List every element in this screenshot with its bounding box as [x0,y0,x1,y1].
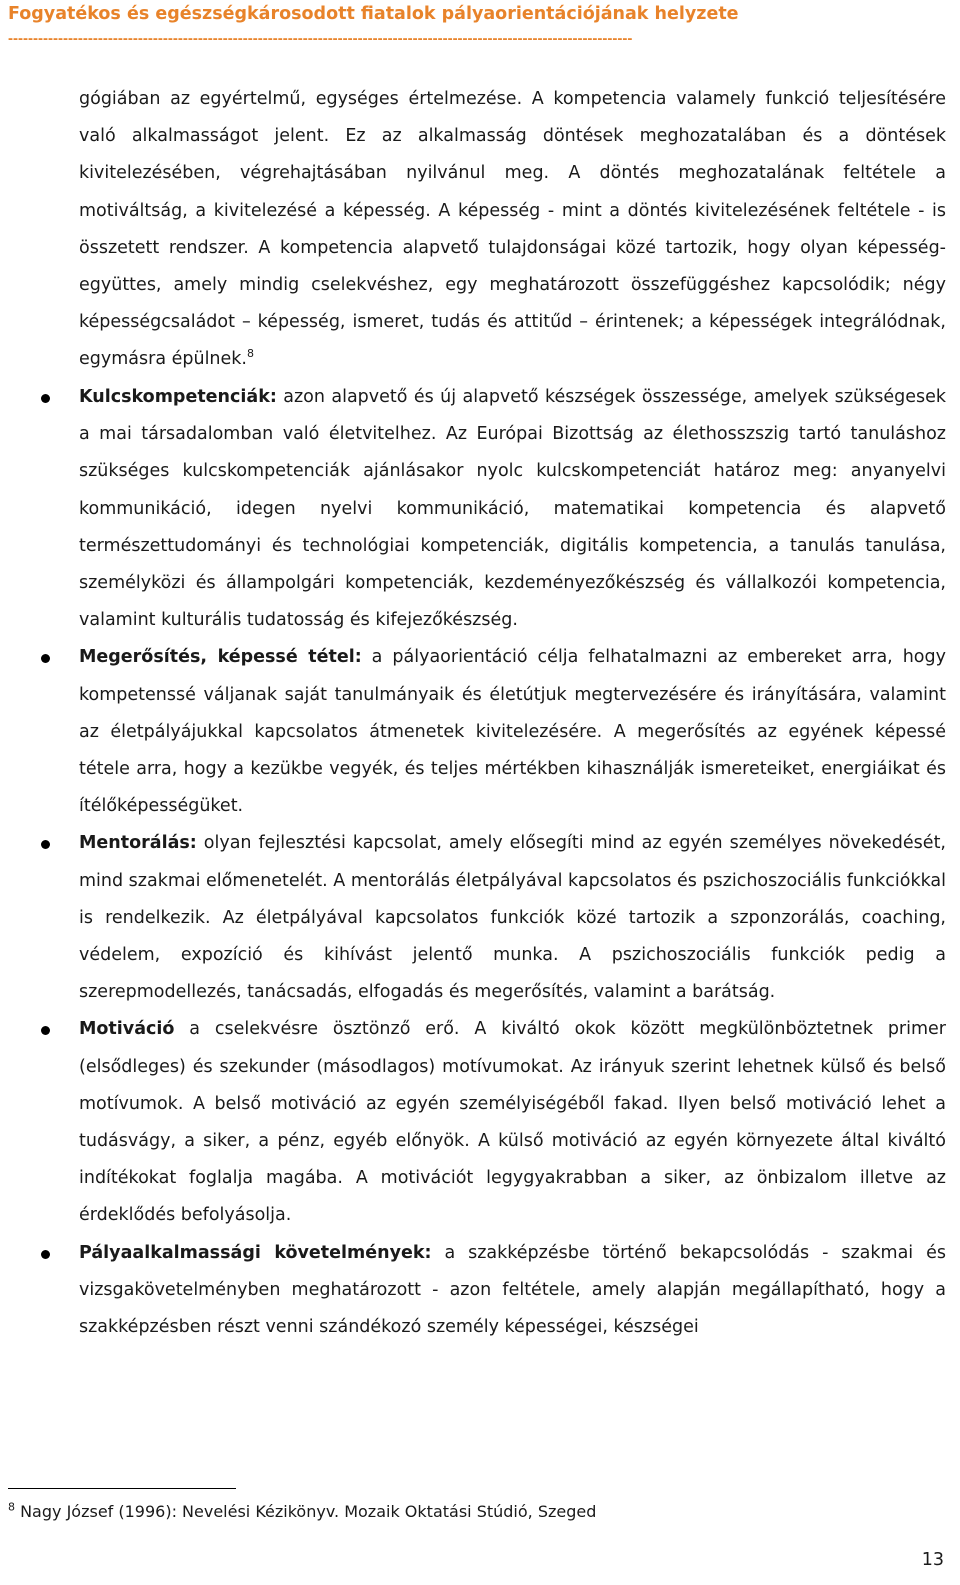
definition-list [0,379,960,1346]
header-dashed-rule: ----------------------------------------------------------------------------------------------------------------------------- [8,30,633,47]
bullet-icon [41,394,50,403]
term-mentoralas: Mentorálás: [79,833,197,854]
term-megerosites: Megerősítés, képessé tétel: [79,647,362,668]
footnote-text: Nagy József (1996): Nevelési Kézikönyv. Mozaik Oktatási Stúdió, Szeged [15,1502,597,1521]
bullet-icon [41,1250,50,1259]
list-item [0,1011,946,1234]
footnote-number: 8 [8,1500,15,1514]
definition-text: azon alapvető és új alapvető készségek összessége, amelyek szükségesek a mai társadalomban való életvitelhez. Az Európai Bizottság az élethosszszig tartó tanuláshoz szükséges kulcskompetenciák ajánlásakor nyolc kulcskompetenciát határoz meg: anyanyelvi kommunikáció, idegen nyelvi kommunikáció, matematikai kompetencia és alapvető természettudományi és technológiai kompetenciák, digitális kompetencia, a tanulás tanulása, személyközi és állampolgári kompetenciák, kezdeményezőkészség és vállalkozói kompetencia, valamint kulturális tudatosság és kifejezőkészség. [79,387,946,631]
intro-part-1: gógiában az egyértelmű, egységes értelmezése. A kompetencia valamely funkció teljesítésére való alkalmasságot jelent. Ez az alkalmasság döntések meghozatalában és a döntések kivitelezésében, végrehajtásában nyilvánul meg. A döntés meghozatalának feltétele a motiváltság, a kivitelezésé a képesség. A képesség - mint a döntés kivitelezésének feltétele - is összetett rendszer. [79,89,946,258]
list-item [0,1235,946,1347]
footnote-separator [8,1488,236,1489]
bullet-icon [41,840,50,849]
list-item [0,379,946,639]
term-palyaalkalmassagi: Pályaalkalmassági követelmények: [79,1242,432,1263]
bullet-icon [41,654,50,663]
definition-text: a pályaorientáció célja felhatalmazni az embereket arra, hogy kompetenssé váljanak saját tanulmányaik és életútjuk megtervezésére és irányítására, valamint az életpályájukkal kapcsolatos átmenetek kivitelezésére. A megerősítés az egyének képessé tétele arra, hogy a kezükbe vegyék, és teljes mértékben kihasználják ismereteiket, energiáikat és ítélőképességüket. [79,647,946,817]
intro-paragraph [79,81,946,379]
running-header-title: Fogyatékos és egészségkárosodott fiatalok pályaorientációjának helyzete [8,4,739,24]
bullet-icon [41,1026,50,1035]
definition-text: a szakképzésbe történő bekapcsolódás - szakmai és vizsgakövetelményben meghatározott - azon feltétele, amely alapján megállapítható, hogy a szakképzésben részt venni szándékozó személy képességei, készségei [79,1242,946,1338]
footnote [8,1502,596,1521]
term-kulcskompetenciak: Kulcskompetenciák: [79,387,277,407]
list-item [0,825,946,1011]
definition-text: a cselekvésre ösztönző erő. A kiváltó okok között megkülönböztetnek primer (elsődleges) és szekunder (másodlagos) motívumokat. Az irányuk szerint lehetnek külső és belső motívumok. A belső motiváció az egyén személyiségéből fakad. Ilyen belső motiváció lehet a tudásvágy, a siker, a pénz, egyéb előnyök. A külső motiváció az egyén környezete által kiváltó indítékokat foglalja magába. A motivációt legygyakrabban a siker, az önbizalom illetve az érdeklődés befolyásolja. [79,1019,946,1226]
intro-part-2: A kompetencia alapvető tulajdonságai közé tartozik, hogy olyan képesség-együttes, amely mindig cselekvéshez, egy meghatározott összefüggéshez kapcsolódik; négy képességcsaládot – képesség, ismeret, tudás és attitűd – érintenek; a képességek integrálódnak, egymásra épülnek. [79,237,946,370]
page-number: 13 [921,1550,944,1570]
definition-text: olyan fejlesztési kapcsolat, amely elősegíti mind az egyén személyes növekedését, mind szakmai előmenetelét. A mentorálás életpályával kapcsolatos és pszichoszociális funkciókkal is rendelkezik. Az életpályával kapcsolatos funkciók közé tartozik a szponzorálás, coaching, védelem, expozíció és kihívást jelentő munka. A pszichoszociális funkciók pedig a szerepmodellezés, tanácsadás, elfogadás és megerősítés, valamint a barátság. [79,833,946,1003]
term-motivacio: Motiváció [79,1019,175,1040]
list-item [0,639,946,825]
footnote-reference[interactable]: 8 [247,347,254,361]
